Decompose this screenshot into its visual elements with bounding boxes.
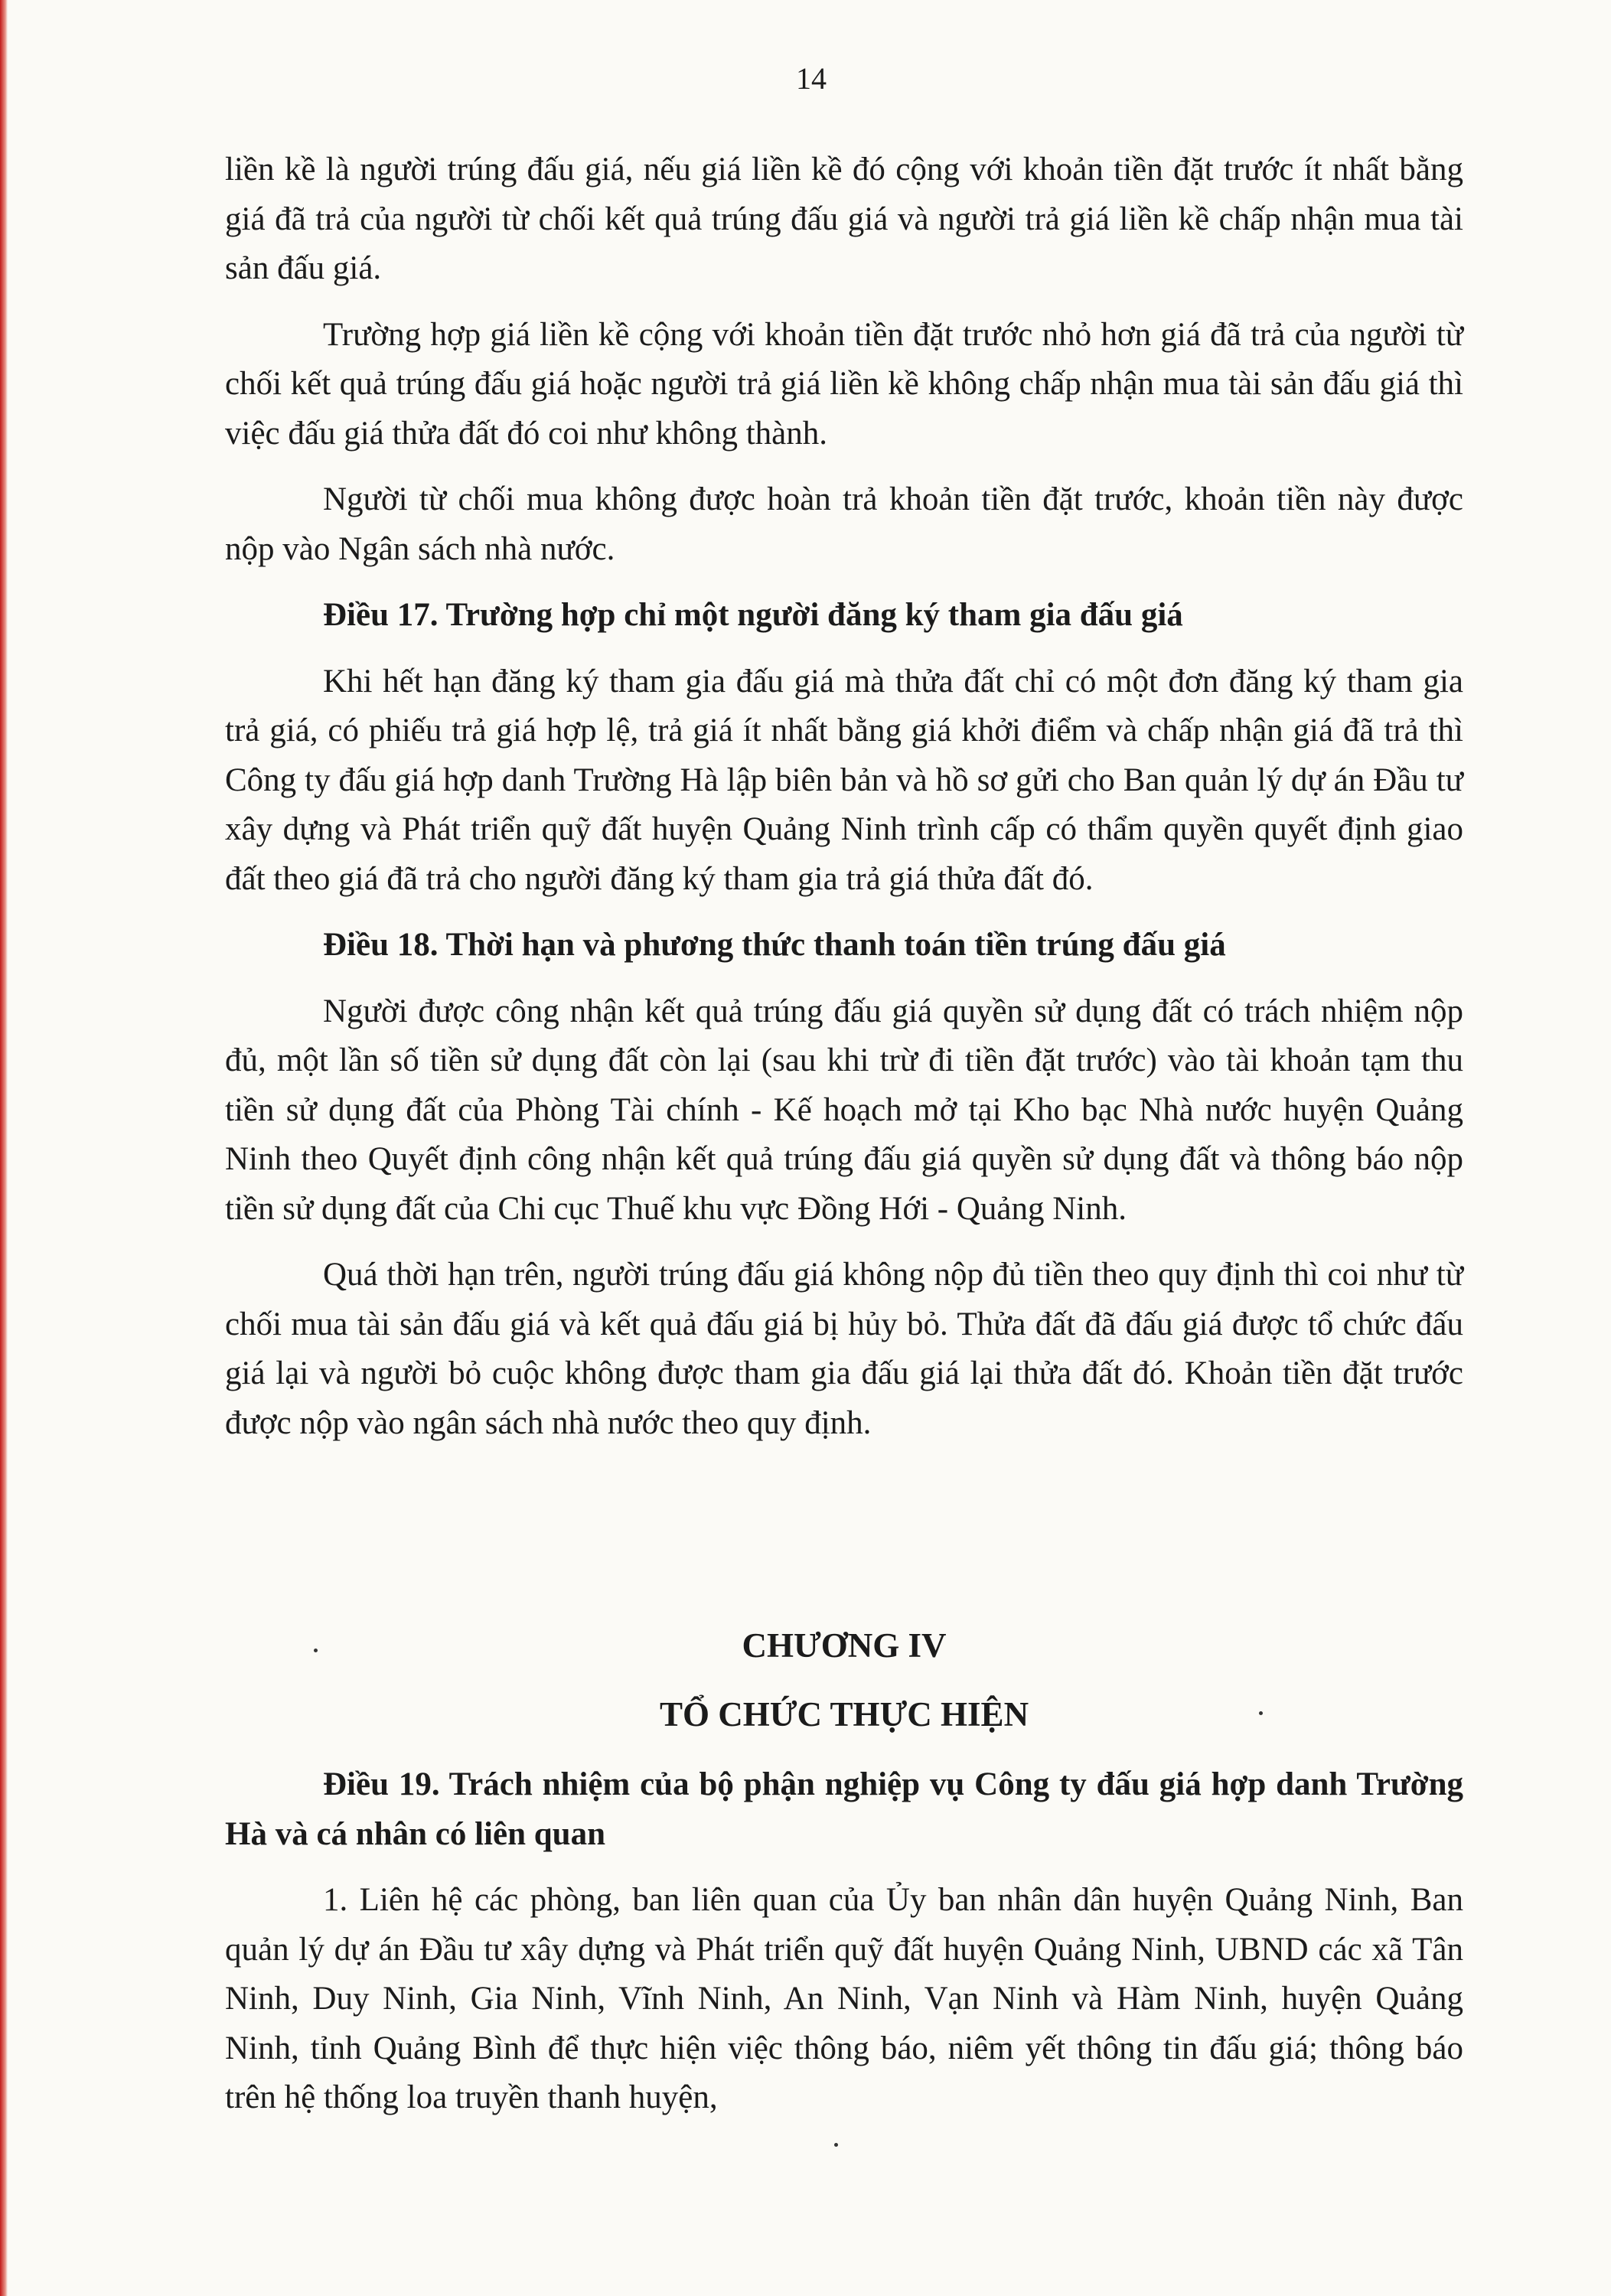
paragraph-continuation: liền kề là người trúng đấu giá, nếu giá liền kề đó cộng với khoản tiền đặt trước ít nhất bằng giá đã trả của người từ chối kết quả trúng đấu giá và người trả giá liền kề chấp nhận mua tài sản đấu giá. [225,152,1463,286]
article-18-paragraph-2: Quá thời hạn trên, người trúng đấu giá không nộp đủ tiền theo quy định thì coi như từ chối mua tài sản đấu giá và kết quả đấu giá bị hủy bỏ. Thửa đất đã đấu giá được tổ chức đấu giá lại và người bỏ cuộc không được tham gia đấu giá lại thửa đất đó. Khoản tiền đặt trước được nộp vào ngân sách nhà nước theo quy định. [225,1257,1463,1441]
speck-mark [314,1649,318,1652]
speck-mark [834,2143,838,2147]
article-19-heading: Điều 19. Trách nhiệm của bộ phận nghiệp vụ Công ty đấu giá hợp danh Trường Hà và cá nhân có liên quan [225,1766,1463,1852]
article-17-paragraph: Khi hết hạn đăng ký tham gia đấu giá mà thửa đất chỉ có một đơn đăng ký tham gia trả giá, có phiếu trả giá hợp lệ, trả giá ít nhất bằng giá khởi điểm và chấp nhận giá đã trả thì Công ty đấu giá hợp danh Trường Hà lập biên bản và hồ sơ gửi cho Ban quản lý dự án Đầu tư xây dựng và Phát triển quỹ đất huyện Quảng Ninh trình cấp có thẩm quyền quyết định giao đất theo giá đã trả cho người đăng ký tham gia trả giá thửa đất đó. [225,663,1463,897]
chapter-number: CHƯƠNG IV [742,1626,947,1665]
page-edge-shadow [0,0,8,2296]
speck-mark [1259,1711,1263,1715]
article-19-section [225,1760,1463,2140]
top-section [225,145,1463,1465]
article-18-paragraph-1: Người được công nhận kết quả trúng đấu giá quyền sử dụng đất có trách nhiệm nộp đủ, một lần số tiền sử dụng đất còn lại (sau khi trừ đi tiền đặt trước) vào tài khoản tạm thu tiền sử dụng đất của Phòng Tài chính - Kế hoạch mở tại Kho bạc Nhà nước huyện Quảng Ninh theo Quyết định công nhận kết quả trúng đấu giá quyền sử dụng đất và thông báo nộp tiền sử dụng đất của Chi cục Thuế khu vực Đồng Hới - Quảng Ninh. [225,993,1463,1227]
paragraph-adjacent-price: Trường hợp giá liền kề cộng với khoản tiền đặt trước nhỏ hơn giá đã trả của người từ chối kết quả trúng đấu giá hoặc người trả giá liền kề không chấp nhận mua tài sản đấu giá thì việc đấu giá thửa đất đó coi như không thành. [225,316,1463,452]
chapter-title: TỔ CHỨC THỰC HIỆN [659,1695,1029,1733]
article-19-paragraph-1: 1. Liên hệ các phòng, ban liên quan của Ủy ban nhân dân huyện Quảng Ninh, Ban quản lý dự án Đầu tư xây dựng và Phát triển quỹ đất huyện Quảng Ninh, UBND các xã Tân Ninh, Duy Ninh, Gia Ninh, Vĩnh Ninh, An Ninh, Vạn Ninh và Hàm Ninh, huyện Quảng Ninh, tỉnh Quảng Bình để thực hiện việc thông báo, niêm yết thông tin đấu giá; thông báo trên hệ thống loa truyền thanh huyện, [225,1882,1463,2115]
page-number: 14 [796,61,827,96]
article-17-heading: Điều 17. Trường hợp chỉ một người đăng ký tham gia đấu giá [323,597,1183,633]
article-18-heading: Điều 18. Thời hạn và phương thức thanh toán tiền trúng đấu giá [323,927,1226,963]
paragraph-deposit-forfeit: Người từ chối mua không được hoàn trả khoản tiền đặt trước, khoản tiền này được nộp vào Ngân sách nhà nước. [225,481,1463,567]
